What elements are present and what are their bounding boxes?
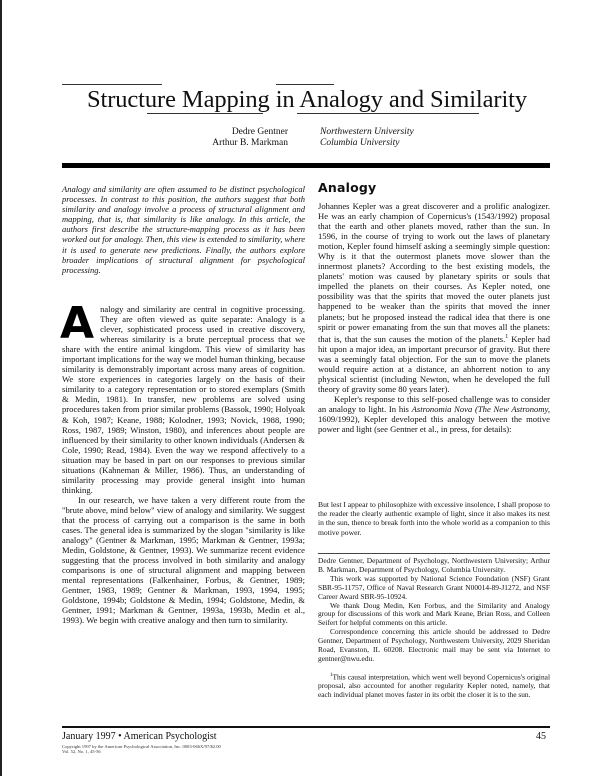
author-affiliations: [320, 127, 500, 149]
footnote-marker: 1: [330, 672, 333, 678]
footer-rule: [62, 726, 550, 728]
author-name: Arthur B. Markman: [212, 138, 288, 148]
paragraph-text: nalogy and similarity are central in cognitive processing. They are often viewed as quite separate: Analogy is a clever, sophisticated process used in creative discovery, whereas similarity is a brute perceptual process that we share with the entire animal kingdom. This view of similarity has important implications for the way we model human thinking, because similarity is demonstrably important across many areas of cognition. We store experiences in categories largely on the basis of their similarity to a category representation or to stored exemplars (Smith & Medin, 1981). In transfer, new problems are solved using procedures taken from prior similar problems (Bassok, 1990; Holyoak & Koh, 1987; Keane, 1988; Kolodner, 1993; Novick, 1988, 1990; Ross, 1987, 1989; Winston, 1980), and inferences about people are influenced by their similarity to other known individuals (Andersen & Cole, 1990; Read, 1984). Even the way we respond affectively to a situation may be based in part on our responses to previous similar situations (Kahneman & Miller, 1986). Thus, an understanding of similarity processing may provide general insight into human thinking.: [62, 304, 305, 495]
author-name: Dedre Gentner: [231, 127, 288, 137]
copyright-line: Copyright 1997 by the American Psychological Association, Inc. 0003-066X/97/$2.00: [62, 744, 221, 749]
copyright-notice: [62, 744, 262, 754]
title-top-rule: [62, 84, 162, 85]
paragraph-text: 1609/1992), Kepler developed this analogy between the motive power and light (see Gentner et al., in press, for details):: [318, 413, 550, 434]
quote-text: But lest I appear to philosophize with excessive insolence, I shall propose to the reader the clearly authentic example of light, since it also makes its nest in the sun, thence to break forth into the whole world as a companion to this motive power.: [318, 500, 550, 537]
intro-paragraph: [60, 298, 305, 495]
footnote-ref[interactable]: 1: [505, 333, 509, 340]
book-title: Astronomia Nova: [411, 403, 473, 414]
left-column-body: [60, 298, 305, 626]
page-edge-border: [0, 0, 2, 776]
author-affiliation: Columbia University: [320, 138, 400, 148]
section-heading-analogy: Analogy: [318, 180, 377, 195]
footnotes: [318, 557, 550, 700]
author-note-thanks: We thank Doug Medin, Ken Forbus, and the Similarity and Analogy group for discussions of this work and Mark Keane, Brian Ross, and Colleen Seifert for helpful comments on this article.: [318, 600, 550, 628]
page-number: 45: [536, 731, 546, 742]
article-title: Structure Mapping in Analogy and Similarity: [86, 86, 528, 113]
paragraph: [318, 394, 550, 434]
drop-cap: A: [60, 298, 95, 349]
author-affiliation: Northwestern University: [320, 127, 414, 137]
author-note-affiliations: Dedre Gentner, Department of Psychology, Northwestern University; Arthur B. Markman, Department of Psychology, Columbia University.: [318, 556, 550, 574]
block-quote: [318, 500, 550, 537]
author-names: [188, 127, 288, 149]
header-heavy-rule: [62, 163, 550, 168]
right-column-body: [318, 201, 550, 434]
title-top-rule: [276, 84, 334, 85]
journal-line: January 1997 • American Psychologist: [62, 731, 217, 742]
volume-line: Vol. 52, No. 1, 45-56: [62, 749, 101, 755]
book-title-translation: (The New Astronomy,: [475, 403, 550, 414]
footnote-rule: [318, 553, 550, 554]
author-note-support: This work was supported by National Science Foundation (NSF) Grant SBR-95-11757, Office of Naval Research Grant N00014-89-J1272, and NSF Career Award SBR-95-10924.: [318, 573, 550, 601]
footnote-1: [318, 672, 550, 700]
author-note-correspondence: Correspondence concerning this article should be addressed to Dedre Gentner, Department of Psychology, Northwestern University, 2029 Sheridan Road, Evanston, IL 60208. Electronic mail may be sent via Internet to gentner@nwu.edu.: [318, 627, 550, 663]
paragraph: In our research, we have taken a very different route from the "brute above, mind below" view of analogy and similarity. We suggest that the process of carrying out a comparison is the same in both cases. The general idea is summarized by the slogan "similarity is like analogy" (Gentner & Markman, 1995; Markman & Gentner, 1993a; Medin, Goldstone, & Gentner, 1993). We summarize recent evidence suggesting that the process involved in both similarity and analogy comparisons is one of structural alignment and mapping between mental representations (Falkenhainer, Forbus, & Gentner, 1989; Gentner, 1983, 1989; Gentner & Markman, 1993, 1994, 1995; Goldstone, 1994b; Goldstone & Medin, 1994; Goldstone, Medin, & Gentner, 1991; Markman & Gentner, 1993a, 1993b, Medin et al., 1993). We begin with creative analogy and then turn to similarity.: [62, 494, 305, 626]
abstract-text: Analogy and similarity are often assumed to be distinct psychological processes. In contrast to this position, the authors suggest that both similarity and analogy involve a process of structural alignment and mapping, that is, that similarity is like analogy. In this article, the authors first describe the structure-mapping process as it has been worked out for analogy. Then, this view is extended to similarity, where it is used to generate new predictions. Finally, the authors explore broader implications of structural alignment for psychological processing.: [62, 184, 305, 275]
footnote-text: This causal interpretation, which went well beyond Copernicus's original proposal, also accounted for another regularity Kepler noted, namely, that each individual planet moves faster in its orbit the closer it is to the sun.: [318, 672, 550, 700]
paragraph: [318, 201, 550, 394]
paragraph-text: Johannes Kepler was a great discoverer and a prolific analogizer. He was an early champion of Copernicus's (1543/1992) proposal that the earth and other planets moved, rather than the sun. In 1596, in the course of trying to work out the laws of planetary motion, Kepler found himself asking a seemingly simple question: Why is it that the outermost planets move slower than the innermost planets? According to the best existing models, the planets' motion was caused by planetary spirits or souls that impelled the planets on their courses. As Kepler noted, one possibility was that the spirits that moved the outer planets just happened to be weaker than the spirits that moved the inner planets; but he proposed instead the radical idea that there is one spirit or power emanating from the sun that moves all the planets: that is, that the sun causes the motion of the planets.: [318, 201, 550, 344]
paragraph-text: Kepler's response to this self-posed challenge was to consider an analogy to light. In his: [318, 393, 550, 414]
paragraph-text: Kepler had hit upon a major idea, an important precursor of gravity. But there was a seemingly fatal objection. For the sun to move the planets would require action at a distance, an abhorrent notion to any physical scientist (including Newton, when he developed the full theory of gravity some 80 years later).: [318, 333, 550, 394]
abstract: [62, 184, 305, 275]
